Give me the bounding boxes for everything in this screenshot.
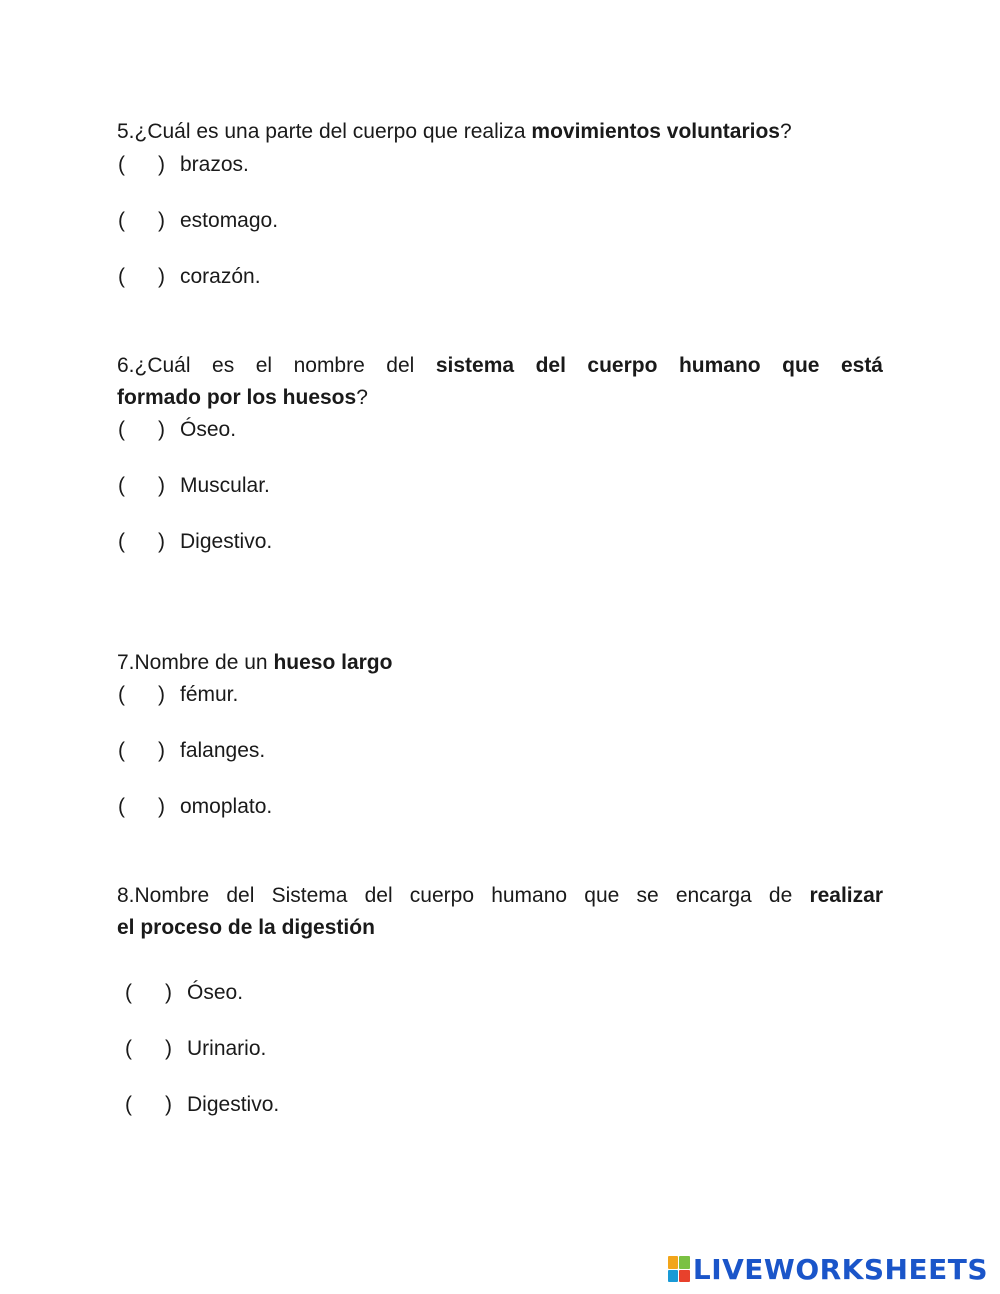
option-label: brazos. bbox=[180, 153, 249, 176]
answer-box-close: ) bbox=[158, 530, 165, 553]
answer-box-close: ) bbox=[165, 981, 172, 1004]
question-5-option-3[interactable] bbox=[118, 261, 261, 293]
question-6-prompt-line-2 bbox=[117, 382, 883, 414]
logo-square-4 bbox=[679, 1270, 690, 1283]
answer-box-open: ( bbox=[118, 153, 125, 176]
question-6-keyword-part-1: sistema del cuerpo humano que está bbox=[435, 354, 883, 377]
answer-box-close: ) bbox=[158, 265, 165, 288]
answer-box-close: ) bbox=[165, 1037, 172, 1060]
question-5-option-2[interactable] bbox=[118, 205, 278, 237]
answer-box-close: ) bbox=[158, 683, 165, 706]
answer-box-open: ( bbox=[118, 739, 125, 762]
question-8-prompt-line-1 bbox=[117, 880, 883, 912]
option-label: Muscular. bbox=[180, 474, 270, 497]
option-label: Urinario. bbox=[187, 1037, 267, 1060]
logo-square-2 bbox=[679, 1256, 690, 1269]
question-7-option-2[interactable] bbox=[118, 735, 265, 767]
answer-box-close: ) bbox=[158, 739, 165, 762]
question-7-keyword: hueso largo bbox=[273, 651, 393, 674]
liveworksheets-brand bbox=[668, 1252, 988, 1286]
answer-box-open: ( bbox=[118, 209, 125, 232]
option-label: Óseo. bbox=[187, 981, 244, 1004]
answer-box-close: ) bbox=[165, 1093, 172, 1116]
question-5-option-1[interactable] bbox=[118, 149, 249, 181]
question-8-option-2[interactable] bbox=[125, 1033, 266, 1065]
answer-box-open: ( bbox=[118, 418, 125, 441]
answer-box-open: ( bbox=[118, 795, 125, 818]
question-8-option-3[interactable] bbox=[125, 1089, 279, 1121]
question-6-prompt-line-1 bbox=[117, 350, 883, 382]
question-8-prompt-line-2 bbox=[117, 912, 883, 944]
answer-box-open: ( bbox=[125, 1037, 132, 1060]
logo-square-3 bbox=[668, 1270, 679, 1283]
option-label: fémur. bbox=[180, 683, 239, 706]
answer-box-open: ( bbox=[125, 981, 132, 1004]
question-5-end: ? bbox=[779, 120, 792, 143]
answer-box-close: ) bbox=[158, 474, 165, 497]
question-6-option-2[interactable] bbox=[118, 470, 270, 502]
answer-box-close: ) bbox=[158, 795, 165, 818]
question-6-end: ? bbox=[356, 386, 368, 409]
option-label: Digestivo. bbox=[180, 530, 273, 553]
question-7-prompt bbox=[117, 647, 883, 679]
option-label: corazón. bbox=[180, 265, 261, 288]
option-label: Digestivo. bbox=[187, 1093, 280, 1116]
answer-box-open: ( bbox=[118, 474, 125, 497]
question-7-text: 7.Nombre de un bbox=[117, 651, 274, 674]
answer-box-close: ) bbox=[158, 418, 165, 441]
question-7-option-3[interactable] bbox=[118, 791, 272, 823]
option-label: Óseo. bbox=[180, 418, 237, 441]
logo-square-1 bbox=[668, 1256, 679, 1269]
question-5-keyword: movimientos voluntarios bbox=[531, 120, 780, 143]
question-6-keyword-part-2: formado por los huesos bbox=[117, 386, 357, 409]
question-6-option-3[interactable] bbox=[118, 526, 272, 558]
answer-box-open: ( bbox=[118, 683, 125, 706]
answer-box-close: ) bbox=[158, 153, 165, 176]
question-5-prompt bbox=[117, 116, 883, 148]
answer-box-open: ( bbox=[118, 265, 125, 288]
option-label: omoplato. bbox=[180, 795, 273, 818]
answer-box-close: ) bbox=[158, 209, 165, 232]
question-8-text: 8.Nombre del Sistema del cuerpo humano que se encarga de bbox=[117, 884, 810, 907]
answer-box-open: ( bbox=[118, 530, 125, 553]
answer-box-open: ( bbox=[125, 1093, 132, 1116]
question-8-keyword-part-1: realizar bbox=[809, 884, 883, 907]
question-8-option-1[interactable] bbox=[125, 977, 243, 1009]
question-6-option-1[interactable] bbox=[118, 414, 236, 446]
question-7-option-1[interactable] bbox=[118, 679, 238, 711]
question-6-text: 6.¿Cuál es el nombre del bbox=[117, 354, 436, 377]
liveworksheets-logo-icon bbox=[668, 1256, 690, 1282]
question-5-text: 5.¿Cuál es una parte del cuerpo que realiza bbox=[117, 120, 532, 143]
option-label: estomago. bbox=[180, 209, 279, 232]
liveworksheets-wordmark: LIVEWORKSHEETS bbox=[692, 1252, 988, 1286]
option-label: falanges. bbox=[180, 739, 266, 762]
question-8-keyword-part-2: el proceso de la digestión bbox=[117, 916, 375, 939]
